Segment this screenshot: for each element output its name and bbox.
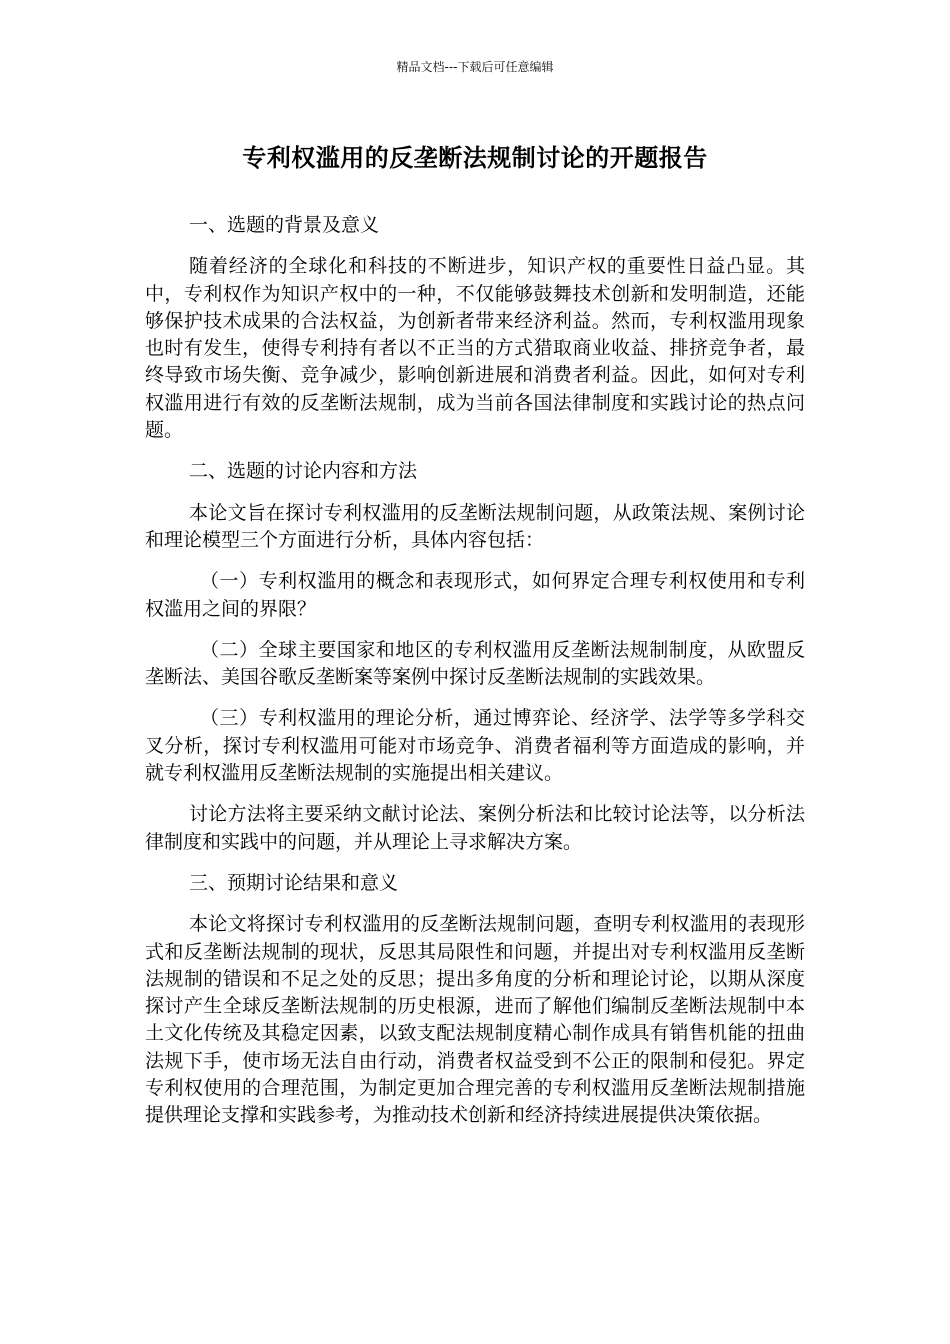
document-title: 专利权滥用的反垄断法规制讨论的开题报告	[242, 144, 708, 172]
section-2-item-3: （三）专利权滥用的理论分析，通过博弈论、经济学、法学等多学科交叉分析，探讨专利权滥用可能对市场竞争、消费者福利等方面造成的影响，并就专利权滥用反垄断法规制的实施提出相关建议。	[145, 707, 805, 785]
section-2-intro: 本论文旨在探讨专利权滥用的反垄断法规制问题，从政策法规、案例讨论和理论模型三个方面进行分析，具体内容包括：	[145, 501, 805, 551]
section-1-paragraph: 随着经济的全球化和科技的不断进步，知识产权的重要性日益凸显。其中，专利权作为知识产权中的一种，不仅能够鼓舞技术创新和发明制造，还能够保护技术成果的合法权益，为创新者带来经济利益。然而，专利权滥用现象也时有发生，使得专利持有者以不正当的方式猎取商业收益、排挤竞争者，最终导致市场失衡、竞争减少，影响创新进展和消费者利益。因此，如何对专利权滥用进行有效的反垄断法规制，成为当前各国法律制度和实践讨论的热点问题。	[145, 255, 805, 442]
section-2-heading: 二、选题的讨论内容和方法	[189, 460, 418, 483]
page-header: 精品文档---下载后可任意编辑	[396, 60, 554, 74]
document-body	[145, 212, 805, 1144]
section-2-item-1: （一）专利权滥用的概念和表现形式，如何界定合理专利权使用和专利权滥用之间的界限？	[145, 570, 805, 620]
section-1-heading: 一、选题的背景及意义	[189, 214, 380, 236]
section-3-heading: 三、预期讨论结果和意义	[189, 871, 399, 894]
section-3-paragraph: 本论文将探讨专利权滥用的反垄断法规制问题，查明专利权滥用的表现形式和反垄断法规制的现状，反思其局限性和问题，并提出对专利权滥用反垄断法规制的错误和不足之处的反思；提出多角度的分析和理论讨论，以期从深度探讨产生全球反垄断法规制的历史根源，进而了解他们编制反垄断法规制中本土文化传统及其稳定因素，以致支配法规制度精心制作成具有销售机能的扭曲法规下手，使市场无法自由行动，消费者权益受到不公正的限制和侵犯。界定专利权使用的合理范围，为制定更加合理完善的专利权滥用反垄断法规制措施提供理论支撑和实践参考，为推动技术创新和经济持续进展提供决策依据。	[145, 913, 805, 1127]
section-2-item-2: （二）全球主要国家和地区的专利权滥用反垄断法规制制度，从欧盟反垄断法、美国谷歌反垄断案等案例中探讨反垄断法规制的实践效果。	[145, 638, 805, 689]
section-2-method: 讨论方法将主要采纳文献讨论法、案例分析法和比较讨论法等，以分析法律制度和实践中的问题，并从理论上寻求解决方案。	[145, 803, 805, 853]
